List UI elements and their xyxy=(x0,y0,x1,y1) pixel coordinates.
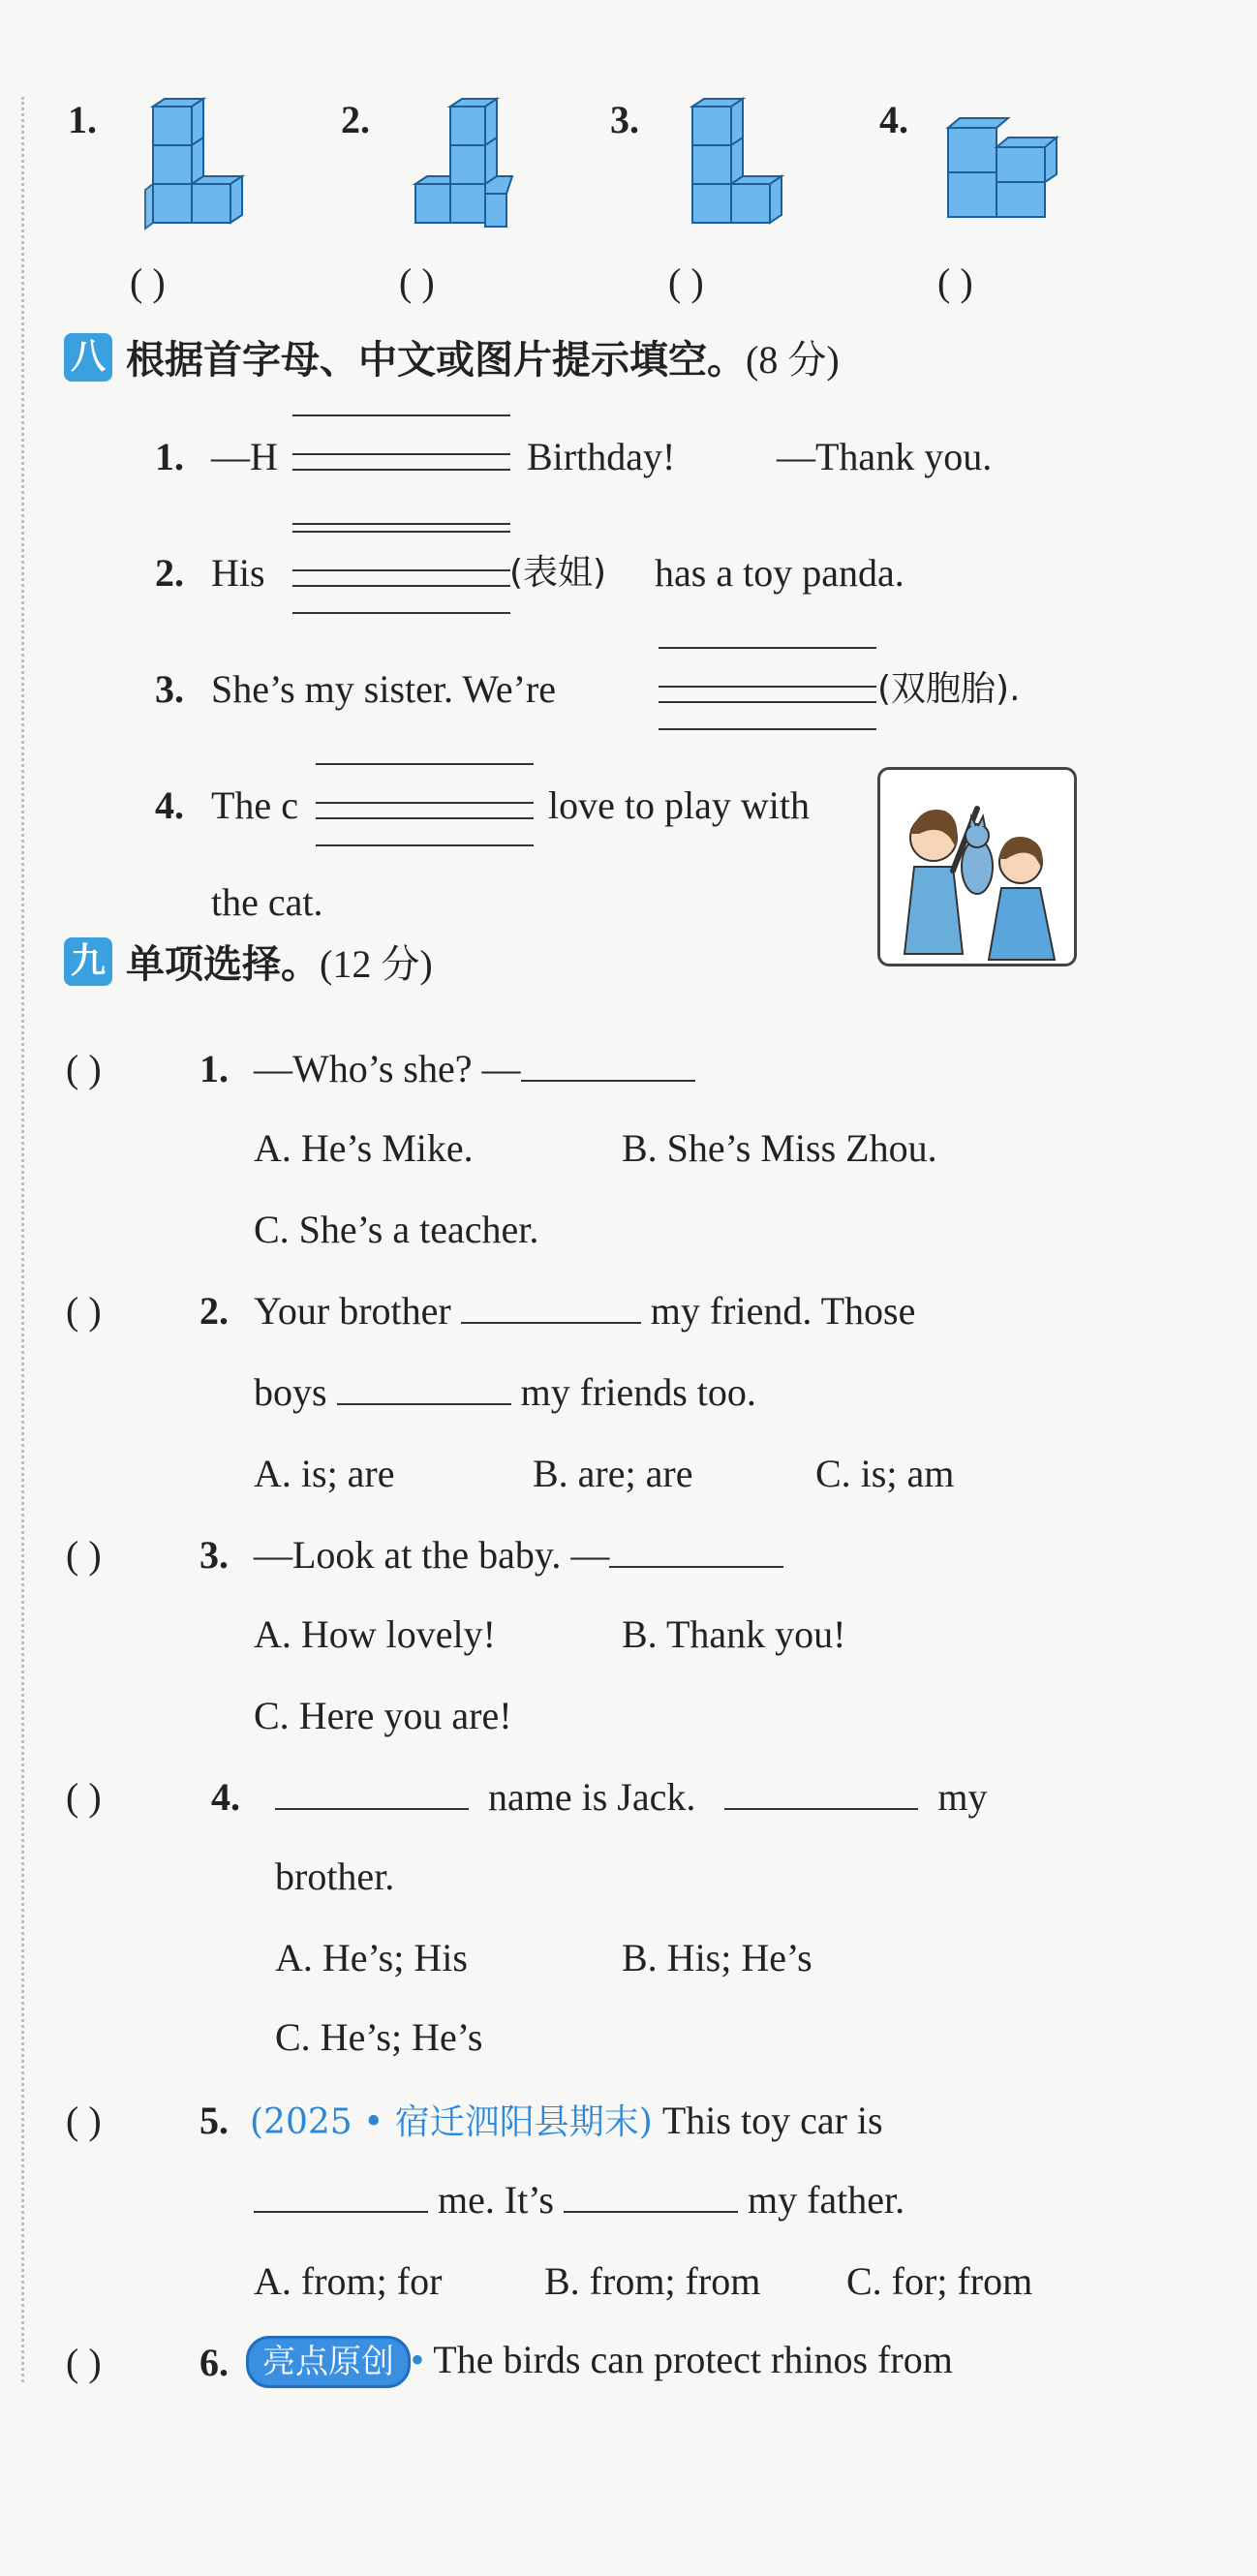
s9-q2-number: 2. xyxy=(199,1289,229,1333)
cube-item-number-3: 3. xyxy=(610,98,639,141)
s8-q1-number: 1. xyxy=(155,435,184,478)
section-9-heading xyxy=(64,934,433,989)
s9-q2-stem-line1: Your brother my friend. Those xyxy=(254,1289,916,1333)
s9-q6-number: 6. xyxy=(199,2341,229,2384)
cube-item-number-4: 4. xyxy=(879,98,908,141)
s9-q2-option-b[interactable]: B. are; are xyxy=(533,1452,693,1495)
s9-q3-answer-paren[interactable]: ( ) xyxy=(66,1533,102,1577)
s9-q3-option-c[interactable]: C. Here you are! xyxy=(254,1694,512,1737)
s8-q2-writing-lines[interactable] xyxy=(292,531,510,647)
s9-q5-stem-line2: me. It’s my father. xyxy=(254,2177,904,2223)
s9-q5-stem-line1: (2025 • 宿迁泗阳县期末) This toy car is xyxy=(250,2099,883,2142)
margin-dotted-line xyxy=(21,97,24,2382)
s9-q5-number: 5. xyxy=(199,2099,229,2142)
cube-figure-1 xyxy=(143,97,252,242)
s9-q3-option-b[interactable]: B. Thank you! xyxy=(622,1612,846,1656)
s8-q4-line2: the cat. xyxy=(211,880,323,924)
twins-cat-picture xyxy=(877,767,1077,966)
s9-q6-stem: 亮点原创 • The birds can protect rhinos from xyxy=(246,2336,953,2388)
s9-q5-option-b[interactable]: B. from; from xyxy=(544,2259,761,2303)
s8-q3-number: 3. xyxy=(155,667,184,711)
s9-q1-number: 1. xyxy=(199,1047,229,1090)
section-9-score: (12 分) xyxy=(320,942,433,986)
section-8-badge: 八 xyxy=(64,333,112,382)
s9-q5-option-c[interactable]: C. for; from xyxy=(846,2259,1033,2303)
s8-q1-reply: —Thank you. xyxy=(777,435,993,478)
s8-q4-writing-lines[interactable] xyxy=(316,763,534,879)
s9-q5-source: (2025 • 宿迁泗阳县期末) xyxy=(250,2102,653,2142)
s9-q5-option-a[interactable]: A. from; for xyxy=(254,2259,443,2303)
cube-answer-4[interactable]: ( ) xyxy=(937,261,973,304)
s9-q1-stem: —Who’s she? — xyxy=(254,1046,695,1092)
s9-q1-answer-paren[interactable]: ( ) xyxy=(66,1047,102,1090)
cube-figure-3 xyxy=(683,97,791,242)
cube-item-number-1: 1. xyxy=(68,98,97,141)
twins-cat-illustration xyxy=(880,770,1074,964)
section-8-heading xyxy=(64,329,840,384)
s8-q4-prefix: The c xyxy=(211,783,298,827)
section-8-title: 根据首字母、中文或图片提示填空。 xyxy=(126,338,746,383)
s9-q2-stem-line2: boys my friends too. xyxy=(254,1370,756,1414)
s9-q3-stem: —Look at the baby. — xyxy=(254,1532,783,1579)
s8-q2-suffix: has a toy panda. xyxy=(655,551,904,595)
s8-q1-prefix: —H xyxy=(211,435,278,478)
s9-q2-option-c[interactable]: C. is; am xyxy=(815,1452,955,1495)
s9-q5-answer-paren[interactable]: ( ) xyxy=(66,2099,102,2142)
s9-q3-option-a[interactable]: A. How lovely! xyxy=(254,1612,496,1656)
s9-q4-stem-line2: brother. xyxy=(275,1855,395,1898)
s9-q2-option-a[interactable]: A. is; are xyxy=(254,1452,395,1495)
s9-q3-number: 3. xyxy=(199,1533,229,1577)
s8-q3-hint: (双胞胎). xyxy=(877,669,1021,709)
s9-q1-option-b[interactable]: B. She’s Miss Zhou. xyxy=(622,1126,937,1170)
cube-answer-2[interactable]: ( ) xyxy=(399,261,435,304)
cube-figure-4 xyxy=(944,114,1065,230)
s8-q1-writing-lines[interactable] xyxy=(292,414,510,531)
s8-q3-prefix: She’s my sister. We’re xyxy=(211,667,556,711)
s9-q4-option-a[interactable]: A. He’s; His xyxy=(275,1936,468,1979)
highlight-original-badge: 亮点原创 xyxy=(246,2336,411,2388)
s8-q4-suffix: love to play with xyxy=(548,783,810,827)
s9-q4-number: 4. xyxy=(211,1775,240,1819)
cube-figure-2 xyxy=(412,97,520,242)
s8-q3-writing-lines[interactable] xyxy=(659,647,876,763)
s8-q2-number: 2. xyxy=(155,551,184,595)
section-8-score: (8 分) xyxy=(746,338,840,382)
s9-q1-option-a[interactable]: A. He’s Mike. xyxy=(254,1126,474,1170)
s9-q4-answer-paren[interactable]: ( ) xyxy=(66,1775,102,1819)
cube-item-number-2: 2. xyxy=(341,98,370,141)
cube-answer-3[interactable]: ( ) xyxy=(668,261,704,304)
s9-q4-option-c[interactable]: C. He’s; He’s xyxy=(275,2015,483,2059)
s9-q4-stem-line1: name is Jack. my xyxy=(275,1774,988,1821)
s8-q1-suffix: Birthday! xyxy=(527,435,676,478)
s9-q2-answer-paren[interactable]: ( ) xyxy=(66,1289,102,1333)
s8-q2-prefix: His xyxy=(211,551,265,595)
section-9-title: 单项选择。 xyxy=(126,942,320,987)
cube-answer-1[interactable]: ( ) xyxy=(130,261,166,304)
s9-q4-option-b[interactable]: B. His; He’s xyxy=(622,1936,812,1979)
s9-q6-answer-paren[interactable]: ( ) xyxy=(66,2341,102,2384)
s8-q4-number: 4. xyxy=(155,783,184,827)
section-9-badge: 九 xyxy=(64,937,112,986)
s9-q1-option-c[interactable]: C. She’s a teacher. xyxy=(254,1208,539,1251)
s8-q2-hint: (表姐) xyxy=(509,553,607,593)
